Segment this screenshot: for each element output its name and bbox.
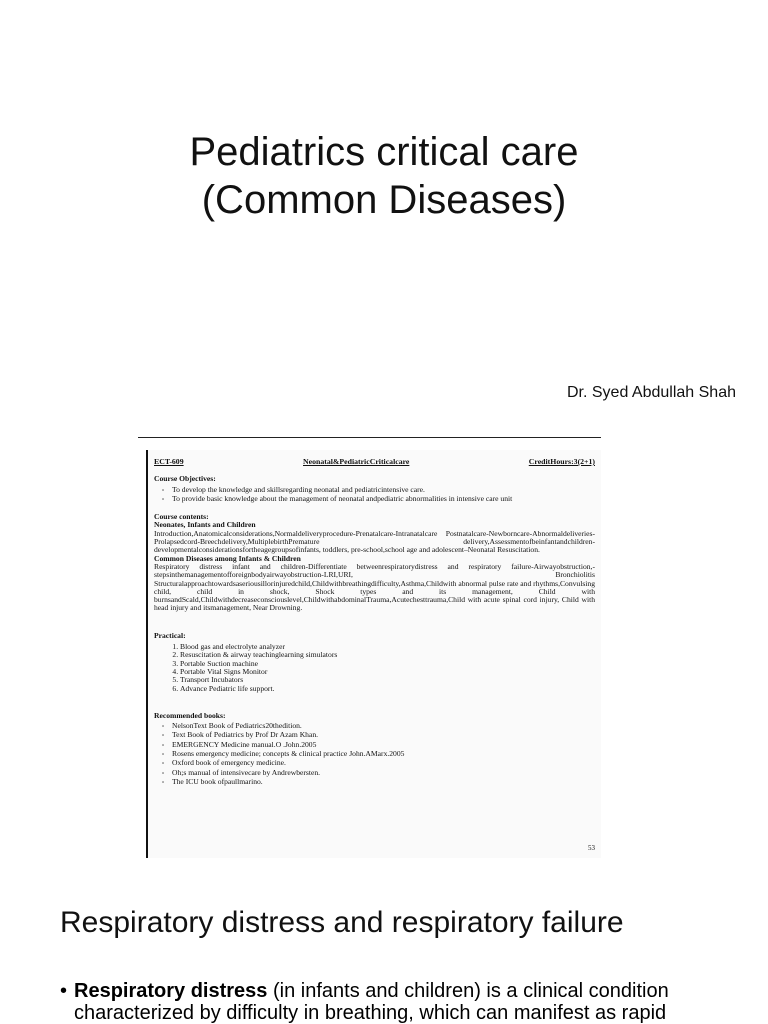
book-item: ▫ Oh;s manual of intensivecare by Andrewbersten.	[172, 769, 595, 778]
bullet-bold-term: Respiratory distress	[74, 980, 268, 1002]
course-credit: CreditHours:3(2+1)	[528, 457, 595, 466]
author-name: Dr. Syed Abdullah Shah	[566, 384, 736, 401]
course-outline-image	[146, 450, 601, 858]
book-item: ▫ Rosens emergency medicine; concepts & clinical practice John.AMarx.2005	[172, 750, 595, 759]
divider-line	[138, 437, 601, 438]
common-diseases-heading: Common Diseases among Infants & Children	[154, 553, 301, 563]
objectives-heading: Course Objectives:	[154, 474, 216, 484]
book-item: ▫ The ICU book ofpaullmarino.	[172, 778, 595, 787]
practical-heading: Practical:	[154, 630, 186, 640]
practical-item: 1. Blood gas and electrolyte analyzer	[180, 643, 595, 651]
practical-item: 2. Resuscitation & airway teachinglearning simulators	[180, 651, 595, 659]
slide-title	[0, 128, 768, 224]
bullet-dot-icon: •	[60, 980, 68, 1002]
book-item: ▫ EMERGENCY Medicine manual.O .John.2005	[172, 741, 595, 750]
book-item: ▫ Text Book of Pediatrics by Prof Dr Azam Khan.	[172, 731, 595, 740]
title-line-2: (Common Diseases)	[201, 178, 567, 222]
objective-item: ▫ To provide basic knowledge about the management of neonatal andpediatric abnormalities in intensive care unit	[172, 495, 595, 504]
practical-item: 6. Advance Pediatric life support.	[180, 685, 595, 693]
objectives-list	[154, 486, 595, 505]
practical-item: 5. Transport Incubators	[180, 676, 595, 684]
bullet-rest-text: (in infants and children) is a clinical condition characterized by difficulty in breathing, which can manifest as rapid	[74, 980, 669, 1024]
course-header	[154, 458, 595, 466]
practical-list	[154, 643, 595, 693]
neonates-text: Introduction,Anatomicalconsiderations,Normaldeliveryprocedure-Prenatalcare-Intranatalcare Postnatalcare-Newborncare-Abnormaldeliveries-Prolapsedcord-Breechdelivery,MultiplebirthPremature delivery,Assessmentofbeinfantandchildren-developmentalconsiderationsfortheagegroupsofinfants, toddlers, pre-school,school age and adolescent–Neonatal Resuscitation.	[154, 528, 595, 555]
objective-item: ▫ To develop the knowledge and skillsregarding neonatal and pediatricintensive care.	[172, 486, 595, 495]
bullet-text	[60, 980, 760, 1024]
section-heading: Respiratory distress and respiratory failure	[60, 906, 624, 939]
course-code: ECT-609	[154, 457, 184, 466]
common-diseases-text: Respiratory distress infant and children-Differentiate betweenrespiratorydistress and respiratory failure-Airwayobstruction,-stepsinthemanagementofforeignbodyairwayobstruction-LRI,URI, Bronchiolitis Structuralapproachtowardsaseriousillorinjuredchild,Childwithbreathingdifficulty,Asthma,Childwith abnormal pulse rate and rhythms,Convulsing child, child in shock, Shock types and its management, Child with burnsandScald,Childwithdecreaseconsciouslevel,ChildwithabdominalTrauma,Acutechesttrauma,Child with acute spinal cord injury, Child with head injury and itsmanagement, Near Drowning.	[154, 561, 595, 613]
contents-heading: Course contents:	[154, 512, 209, 522]
books-heading: Recommended books:	[154, 710, 226, 720]
book-item: ▫ Oxford book of emergency medicine.	[172, 759, 595, 768]
title-line-1: Pediatrics critical care	[189, 130, 579, 174]
bullet-item	[60, 980, 760, 1024]
practical-item: 3. Portable Suction machine	[180, 660, 595, 668]
course-name: Neonatal&PediatricCriticalcare	[303, 457, 410, 466]
books-list	[154, 722, 595, 787]
neonates-heading: Neonates, Infants and Children	[154, 520, 256, 530]
practical-item: 4. Portable Vital Signs Monitor	[180, 668, 595, 676]
book-item: ▫ NelsonText Book of Pediatrics20thedition.	[172, 722, 595, 731]
page-number: 53	[588, 843, 595, 852]
